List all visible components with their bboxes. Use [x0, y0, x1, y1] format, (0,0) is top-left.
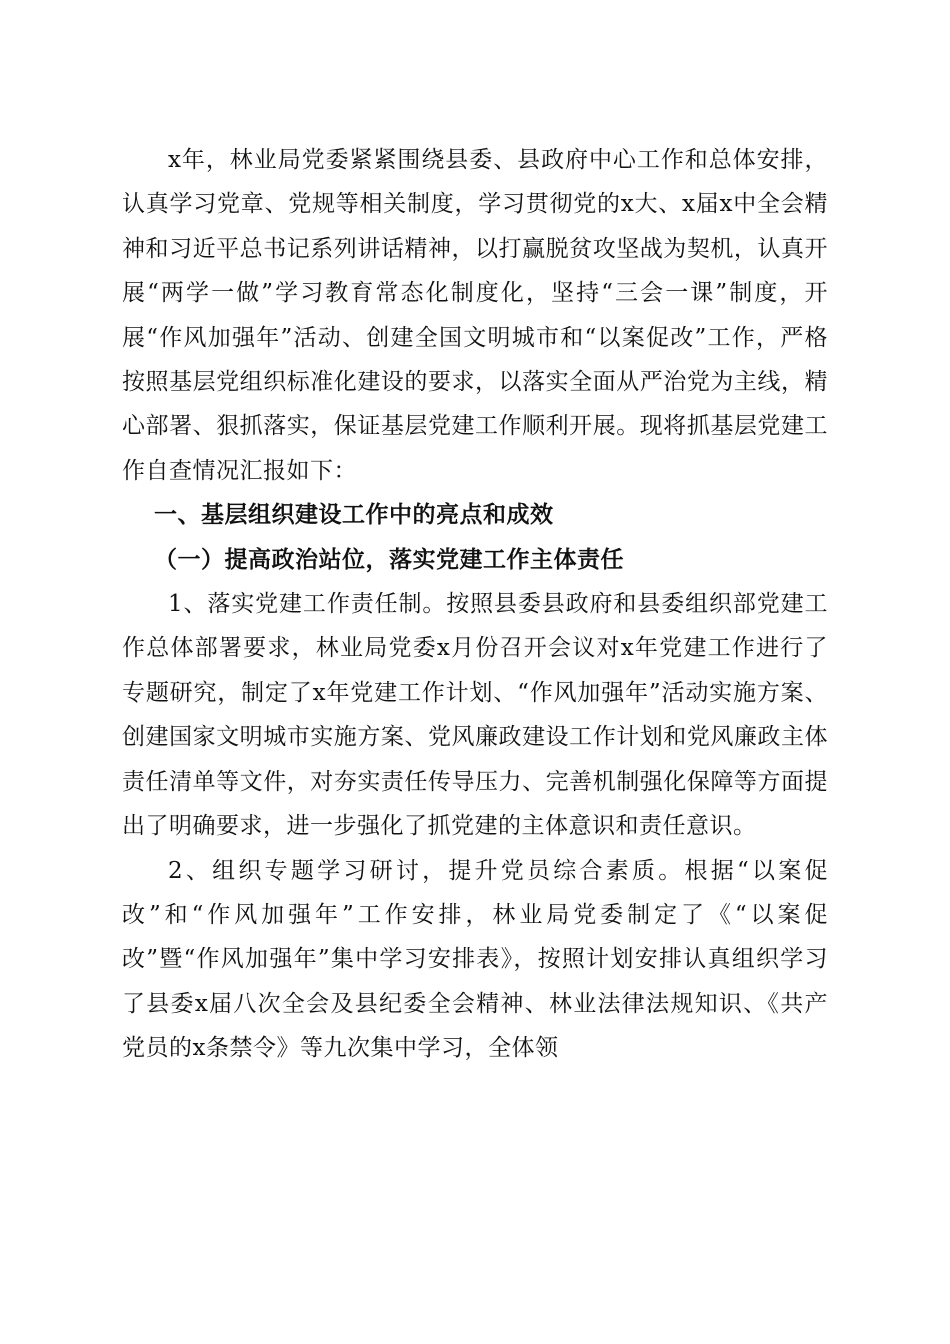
intro-paragraph: x年，林业局党委紧紧围绕县委、县政府中心工作和总体安排，认真学习党章、党规等相关制度，学习贯彻党的x大、x届x中全会精神和习近平总书记系列讲话精神，以打赢脱贫攻坚战为契机，认真开展“两学一做”学习教育常态化制度化，坚持“三会一课”制度，开展“作风加强年”活动、创建全国文明城市和“以案促改”工作，严格按照基层党组织标准化建设的要求，以落实全面从严治党为主线，精心部署、狠抓落实，保证基层党建工作顺利开展。现将抓基层党建工作自查情况汇报如下： [122, 147, 828, 484]
subsection-heading: （一）提高政治站位，落实党建工作主体责任 [154, 545, 624, 573]
section-heading: 一、基层组织建设工作中的亮点和成效 [154, 502, 554, 529]
body-paragraph-2: 2、组织专题学习研讨，提升党员综合素质。根据“以案促改”和“作风加强年”工作安排，林业局党委制定了《“以案促改”暨“作风加强年”集中学习安排表》，按照计划安排认真组织学习了县委x届八次全会及县纪委全会精神、林业法律法规知识、《共产党员的x条禁令》等九次集中学习，全体领 [122, 857, 828, 1062]
body-paragraph-1: 1、落实党建工作责任制。按照县委县政府和县委组织部党建工作总体部署要求，林业局党委x月份召开会议对x年党建工作进行了专题研究，制定了x年党建工作计划、“作风加强年”活动实施方案、创建国家文明城市实施方案、党风廉政建设工作计划和党风廉政主体责任清单等文件，对夯实责任传导压力、完善机制强化保障等方面提出了明确要求，进一步强化了抓党建的主体意识和责任意识。 [122, 591, 828, 840]
document-body [122, 138, 828, 1071]
